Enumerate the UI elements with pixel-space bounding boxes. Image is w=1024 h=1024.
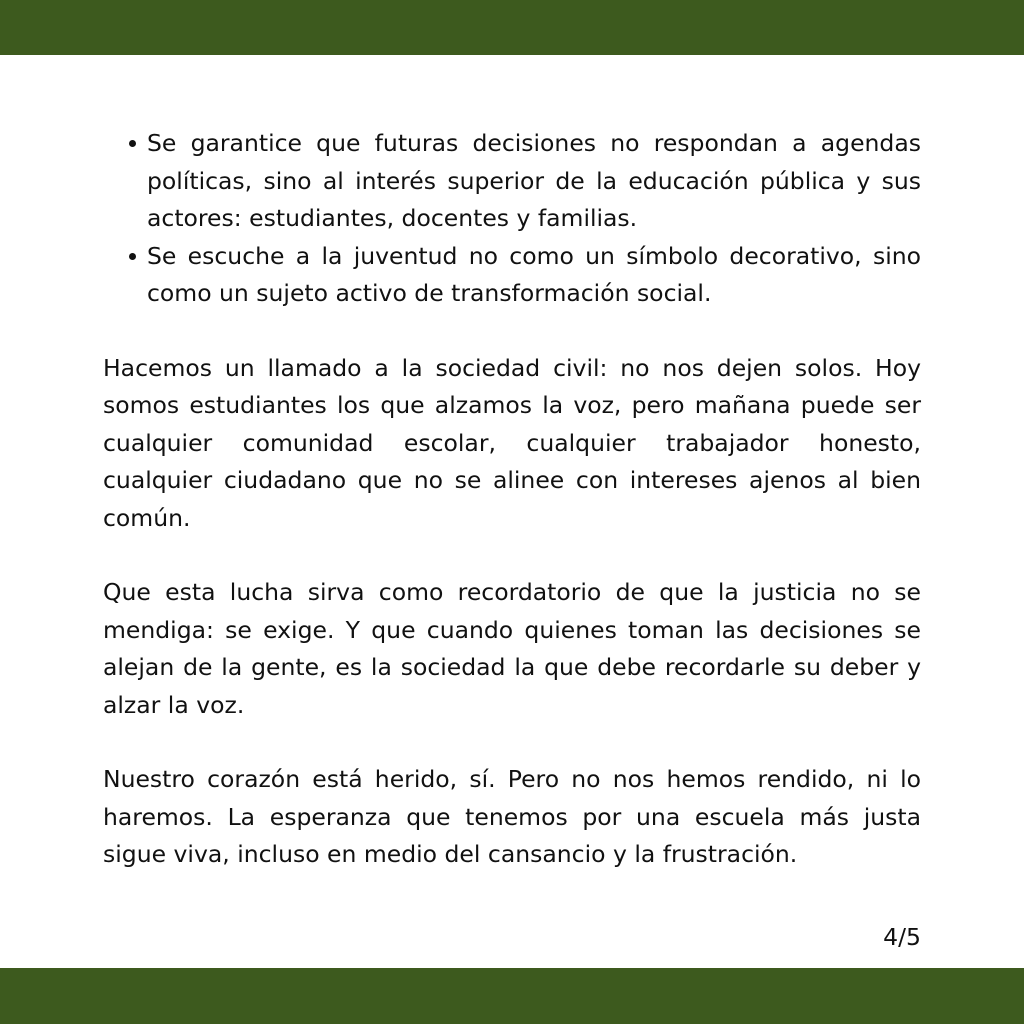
page-number: 4/5 bbox=[883, 923, 921, 951]
list-item bbox=[147, 125, 921, 238]
list-item-text: Se escuche a la juventud no como un símbolo decorativo, sino como un sujeto activo de transformación social. bbox=[147, 241, 921, 307]
letter-body bbox=[103, 125, 921, 874]
paragraph-call-to-society: Hacemos un llamado a la sociedad civil: no nos dejen solos. Hoy somos estudiantes los que alzamos la voz, pero mañana puede ser cualquier comunidad escolar, cualquier trabajador honesto, cualquier ciudadano que no se alinee con intereses ajenos al bien común. bbox=[103, 353, 921, 532]
bullet-dot-icon bbox=[129, 253, 136, 260]
paragraph-hope: Nuestro corazón está herido, sí. Pero no nos hemos rendido, ni lo haremos. La esperanza que tenemos por una escuela más justa sigue viva, incluso en medio del cansancio y la frustración. bbox=[103, 765, 921, 868]
list-item-text: Se garantice que futuras decisiones no respondan a agendas políticas, sino al interés superior de la educación pública y sus actores: estudiantes, docentes y familias. bbox=[147, 129, 921, 232]
top-green-band bbox=[0, 0, 1024, 55]
paragraph-justice-reminder: Que esta lucha sirva como recordatorio de que la justicia no se mendiga: se exige. Y que cuando quienes toman las decisiones se alejan de la gente, es la sociedad la que debe recordarle su deber y alzar la voz. bbox=[103, 578, 921, 719]
bullet-dot-icon bbox=[129, 140, 136, 147]
list-item bbox=[147, 238, 921, 313]
demands-list bbox=[103, 125, 921, 313]
bottom-green-band bbox=[0, 968, 1024, 1024]
